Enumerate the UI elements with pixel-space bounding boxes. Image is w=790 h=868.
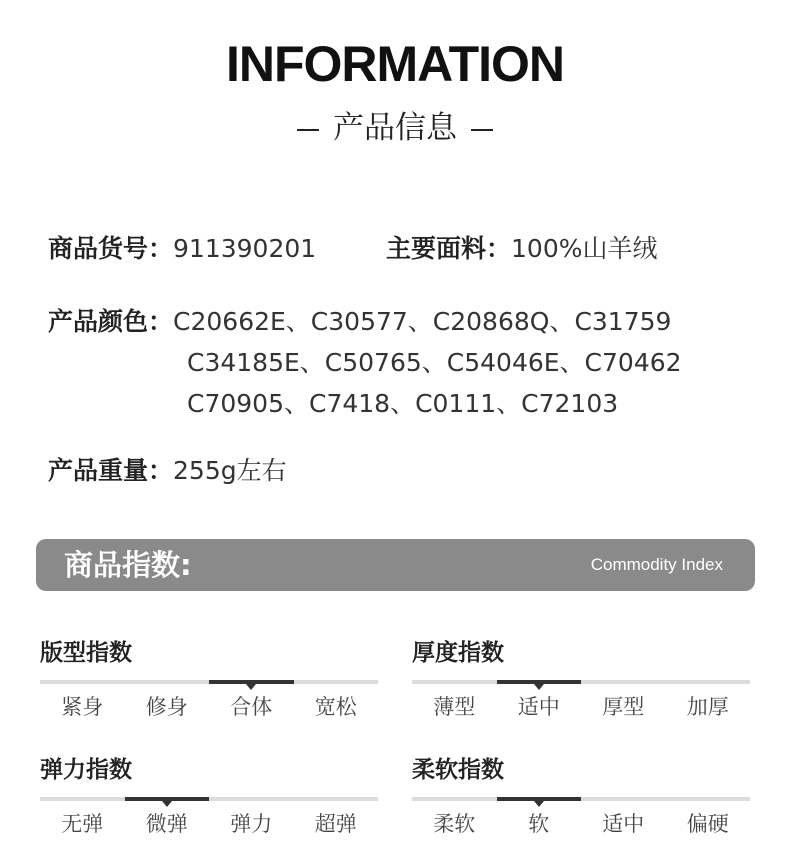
material-value: 100%山羊绒 — [511, 234, 658, 263]
metric-pointer-icon — [246, 684, 256, 690]
metric-options — [40, 692, 378, 722]
metric-option: 无弹 — [61, 812, 104, 836]
info-row-material — [386, 232, 658, 266]
metric-thickness — [412, 638, 750, 719]
metric-option: 适中 — [517, 695, 560, 719]
weight-value: 255g左右 — [173, 456, 287, 485]
metric-option: 宽松 — [314, 695, 357, 719]
commodity-index-banner — [36, 539, 755, 591]
metric-pointer-icon — [162, 801, 172, 807]
commodity-index-title: 商品指数: — [64, 548, 192, 582]
metric-options — [412, 809, 750, 839]
metric-option: 偏硬 — [686, 812, 729, 836]
metric-options — [40, 809, 378, 839]
metric-title: 柔软指数 — [412, 757, 504, 783]
metric-option: 薄型 — [433, 695, 476, 719]
color-line-3-row — [187, 387, 618, 421]
metric-option: 适中 — [602, 812, 645, 836]
metric-title: 弹力指数 — [40, 757, 132, 783]
sku-value: 911390201 — [173, 234, 317, 263]
metric-track — [40, 680, 378, 684]
metric-option: 柔软 — [433, 812, 476, 836]
metric-option: 超弹 — [314, 812, 357, 836]
metric-option: 弹力 — [230, 812, 273, 836]
metric-title: 版型指数 — [40, 640, 132, 666]
color-label: 产品颜色： — [48, 307, 174, 336]
metric-fit — [40, 638, 378, 719]
material-label: 主要面料： — [386, 234, 512, 263]
metric-track — [412, 797, 750, 801]
metric-pointer-icon — [534, 684, 544, 690]
color-line-3: C70905、C7418、C0111、C72103 — [187, 389, 619, 418]
color-line-1: C20662E、C30577、C20868Q、C31759 — [173, 307, 672, 336]
metric-option: 加厚 — [686, 695, 729, 719]
metric-track — [412, 680, 750, 684]
page-title: INFORMATION — [225, 36, 565, 92]
metric-option: 厚型 — [602, 695, 645, 719]
metric-elasticity — [40, 755, 378, 836]
metric-option: 合体 — [230, 695, 273, 719]
metric-option: 软 — [528, 812, 550, 836]
info-row-weight — [48, 454, 287, 488]
metric-softness — [412, 755, 750, 836]
commodity-index-subtitle: Commodity Index — [590, 555, 723, 574]
sku-label: 商品货号： — [48, 234, 174, 263]
color-line-2-row — [187, 346, 682, 380]
color-line-2: C34185E、C50765、C54046E、C70462 — [187, 348, 682, 377]
info-row-sku-material — [48, 232, 316, 266]
info-row-color — [48, 305, 671, 339]
right-dash-divider — [471, 129, 493, 131]
metric-option: 微弹 — [145, 812, 188, 836]
metric-option: 修身 — [145, 695, 188, 719]
page-subtitle — [0, 108, 790, 148]
weight-label: 产品重量： — [48, 456, 174, 485]
metric-track — [40, 797, 378, 801]
left-dash-divider — [297, 129, 319, 131]
metric-pointer-icon — [534, 801, 544, 807]
subtitle-text: 产品信息 — [333, 110, 457, 146]
metric-title: 厚度指数 — [412, 640, 504, 666]
metric-option: 紧身 — [61, 695, 104, 719]
metric-options — [412, 692, 750, 722]
